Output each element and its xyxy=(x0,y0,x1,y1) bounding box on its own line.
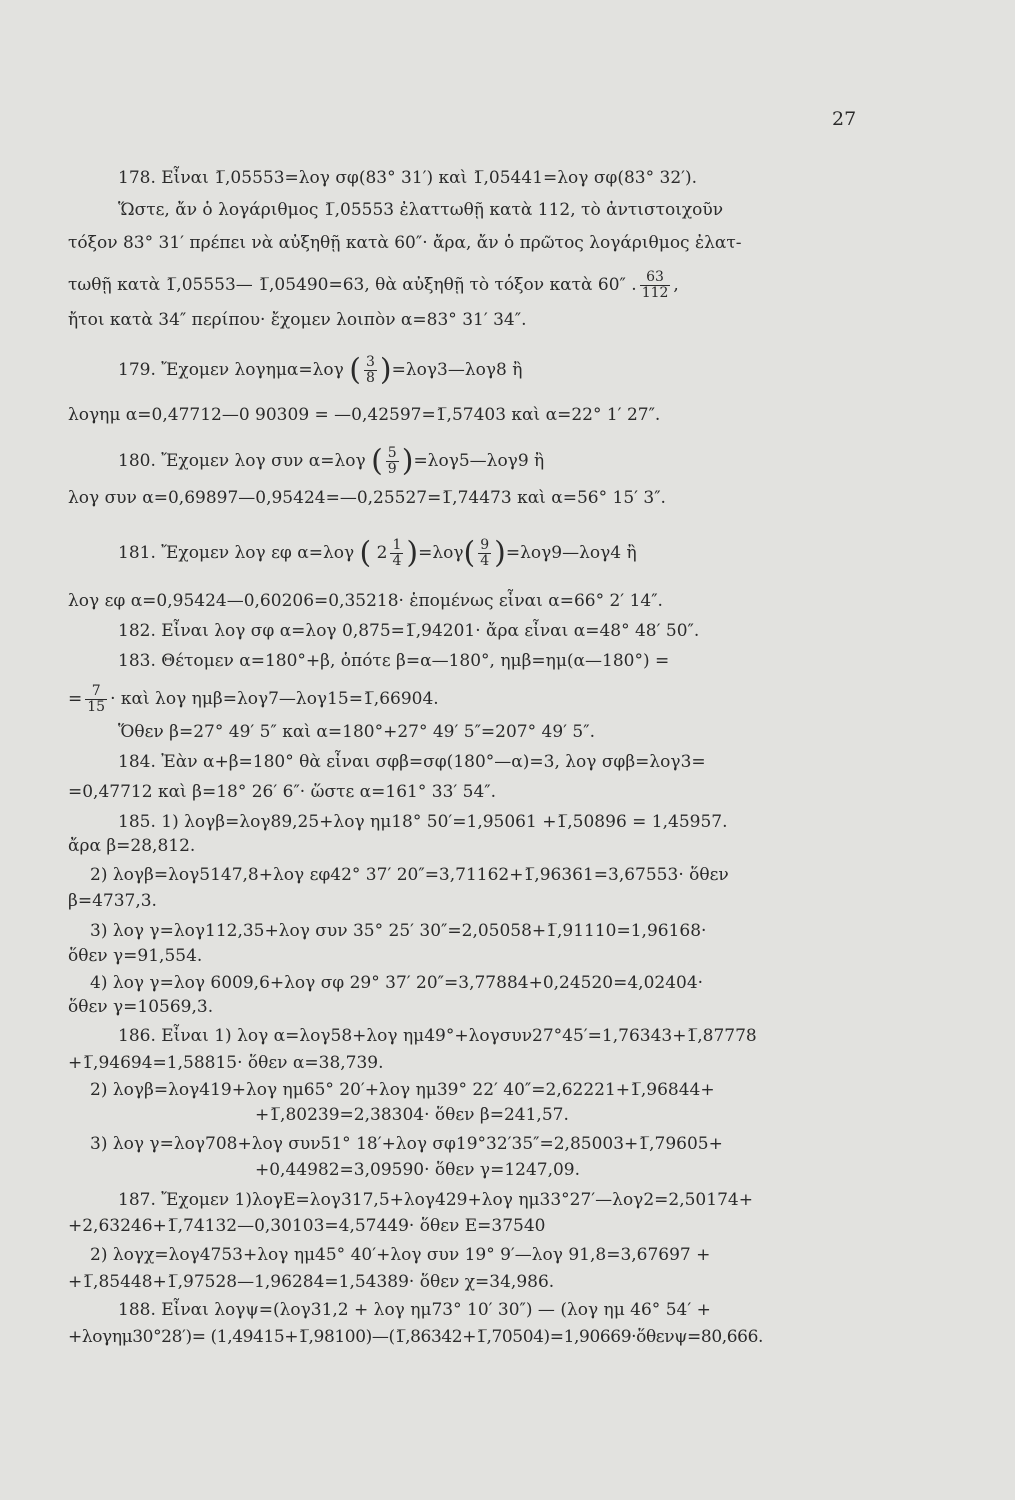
line-181-a xyxy=(118,535,637,571)
text: 180. Ἔχομεν λογ συν α=λογ xyxy=(118,451,366,471)
line-187-b: +2,63246+1̅,74132—0,30103=4,57449· ὅθεν Ε=37540 xyxy=(68,1216,546,1236)
fraction xyxy=(85,684,107,715)
line-185-b: ἄρα β=28,812. xyxy=(68,836,196,856)
line-188-a: 188. Εἶναι λογψ=(λογ31,2 + λογ ημ73° 10′ 30″) — (λογ ημ 46° 54′ + xyxy=(118,1300,711,1320)
line-185-h: ὅθεν γ=10569,3. xyxy=(68,997,214,1017)
numerator: 5 xyxy=(387,445,397,461)
line-178-c: τόξον 83° 31′ πρέπει νὰ αὐξηθῇ κατὰ 60″· ἄρα, ἄν ὁ πρῶτος λογάριθμος ἐλατ- xyxy=(68,233,742,253)
denominator: 9 xyxy=(387,461,397,477)
line-187-d: +1̅,85448+1̅,97528—1,96284=1,54389· ὅθεν χ=34,986. xyxy=(68,1272,555,1292)
line-178-a: 178. Εἶναι 1̅,05553=λογ σφ(83° 31′) καὶ 1̅,05441=λογ σφ(83° 32′). xyxy=(118,168,698,188)
line-185-a: 185. 1) λογβ=λογ89,25+λογ ημ18° 50′=1,95061 +1̅,50896 = 1,45957. xyxy=(118,812,728,832)
line-183-a: 183. Θέτομεν α=180°+β, ὁπότε β=α—180°, ημβ=ημ(α—180°) = xyxy=(118,651,670,671)
text: τωθῇ κατὰ 1̅,05553— 1̅,05490=63, θὰ αὐξηθῇ τὸ τόξον κατὰ 60″ . xyxy=(68,275,637,295)
denominator: 15 xyxy=(87,699,106,715)
text: =λογ9—λογ4 ἢ xyxy=(505,543,637,563)
text: = xyxy=(68,689,83,709)
line-188-b: +λογημ30°28′)= (1,49415+1̅,98100)—(1̅,86342+1̅,70504)=1,90669·ὅθενψ=80,666. xyxy=(68,1327,763,1347)
page-number: 27 xyxy=(832,108,857,130)
line-186-c: 2) λογβ=λογ419+λογ ημ65° 20′+λογ ημ39° 22′ 40″=2,62221+1̅,96844+ xyxy=(90,1080,715,1100)
right-paren: ) xyxy=(406,535,419,571)
line-183-c: Ὅθεν β=27° 49′ 5″ καὶ α=180°+27° 49′ 5″=207° 49′ 5″. xyxy=(118,722,595,742)
line-187-c: 2) λογχ=λογ4753+λογ ημ45° 40′+λογ συν 19° 9′—λογ 91,8=3,67697 + xyxy=(90,1245,711,1265)
line-178-e: ἤτοι κατὰ 34″ περίπου· ἔχομεν λοιπὸν α=83° 31′ 34″. xyxy=(68,310,527,330)
denominator: 8 xyxy=(365,370,375,386)
text: =λογ xyxy=(418,543,464,563)
text: 181. Ἔχομεν λογ εφ α=λογ xyxy=(118,543,355,563)
line-180-a xyxy=(118,443,545,479)
line-178-d xyxy=(68,270,679,301)
numerator: 3 xyxy=(365,354,375,370)
left-paren: ( xyxy=(359,535,372,571)
right-paren: ) xyxy=(494,535,506,571)
text: · καὶ λογ ημβ=λογ7—λογ15=1̅,66904. xyxy=(110,689,439,709)
fraction xyxy=(386,446,399,477)
fraction xyxy=(364,355,377,386)
line-182: 182. Εἶναι λογ σφ α=λογ 0,875=1̅,94201· ἄρα εἶναι α=48° 48′ 50″. xyxy=(118,621,700,641)
text: =λογ5—λογ9 ἢ xyxy=(413,451,545,471)
left-paren: ( xyxy=(463,535,476,571)
numerator: 1 xyxy=(392,537,402,553)
line-185-f: ὅθεν γ=91,554. xyxy=(68,946,203,966)
line-179-a xyxy=(118,352,523,388)
right-paren: ) xyxy=(401,443,414,479)
left-paren: ( xyxy=(371,443,383,479)
text: 179. Ἔχομεν λογημα=λογ xyxy=(118,360,344,380)
denominator: 4 xyxy=(392,553,402,569)
line-183-b xyxy=(68,684,439,715)
line-179-b: λογημ α=0,47712—0 90309 = —0,42597=1̅,57403 καὶ α=22° 1′ 27″. xyxy=(68,405,661,425)
line-178-b: Ὥστε, ἄν ὁ λογάριθμος 1̅,05553 ἐλαττωθῇ κατὰ 112, τὸ ἀντιστοιχοῦν xyxy=(118,200,724,220)
text: =λογ3—λογ8 ἢ xyxy=(391,360,523,380)
numerator: 7 xyxy=(85,684,107,700)
fraction xyxy=(640,270,671,301)
line-186-e: 3) λογ γ=λογ708+λογ συν51° 18′+λογ σφ19°32′35″=2,85003+1̅,79605+ xyxy=(90,1134,723,1154)
fraction xyxy=(390,538,403,569)
numerator: 63 xyxy=(640,270,671,286)
line-181-b: λογ εφ α=0,95424—0,60206=0,35218· ἑπομένως εἶναι α=66° 2′ 14″. xyxy=(68,591,663,611)
numerator: 9 xyxy=(480,537,490,553)
denominator: 112 xyxy=(641,285,669,301)
line-184-a: 184. Ἐὰν α+β=180° θὰ εἶναι σφβ=σφ(180°—α)=3, λογ σφβ=λογ3= xyxy=(118,752,706,772)
line-185-e: 3) λογ γ=λογ112,35+λογ συν 35° 25′ 30″=2,05058+1̅,91110=1,96168· xyxy=(90,921,707,941)
text: , xyxy=(673,275,679,295)
line-185-g: 4) λογ γ=λογ 6009,6+λογ σφ 29° 37′ 20″=3,77884+0,24520=4,02404· xyxy=(90,973,704,993)
line-186-f: +0,44982=3,09590· ὅθεν γ=1247,09. xyxy=(255,1160,581,1180)
line-186-a: 186. Εἶναι 1) λογ α=λογ58+λογ ημ49°+λογσυν27°45′=1,76343+1̅,87778 xyxy=(118,1026,757,1046)
line-185-d: β=4737,3. xyxy=(68,891,157,911)
line-187-a: 187. Ἔχομεν 1)λογΕ=λογ317,5+λογ429+λογ ημ33°27′—λογ2=2,50174+ xyxy=(118,1190,753,1210)
fraction xyxy=(478,538,491,569)
right-paren: ) xyxy=(379,352,392,388)
denominator: 4 xyxy=(480,553,490,569)
line-180-b: λογ συν α=0,69897—0,95424=—0,25527=1̅,74473 καὶ α=56° 15′ 3″. xyxy=(68,488,666,508)
line-184-b: =0,47712 καὶ β=18° 26′ 6″· ὥστε α=161° 33′ 54″. xyxy=(68,782,497,802)
line-185-c: 2) λογβ=λογ5147,8+λογ εφ42° 37′ 20″=3,71162+1̅,96361=3,67553· ὅθεν xyxy=(90,865,729,885)
whole-number: 2 xyxy=(376,543,388,563)
line-186-b: +1̅,94694=1,58815· ὅθεν α=38,739. xyxy=(68,1053,384,1073)
left-paren: ( xyxy=(349,352,361,388)
line-186-d: +1̅,80239=2,38304· ὅθεν β=241,57. xyxy=(255,1105,569,1125)
